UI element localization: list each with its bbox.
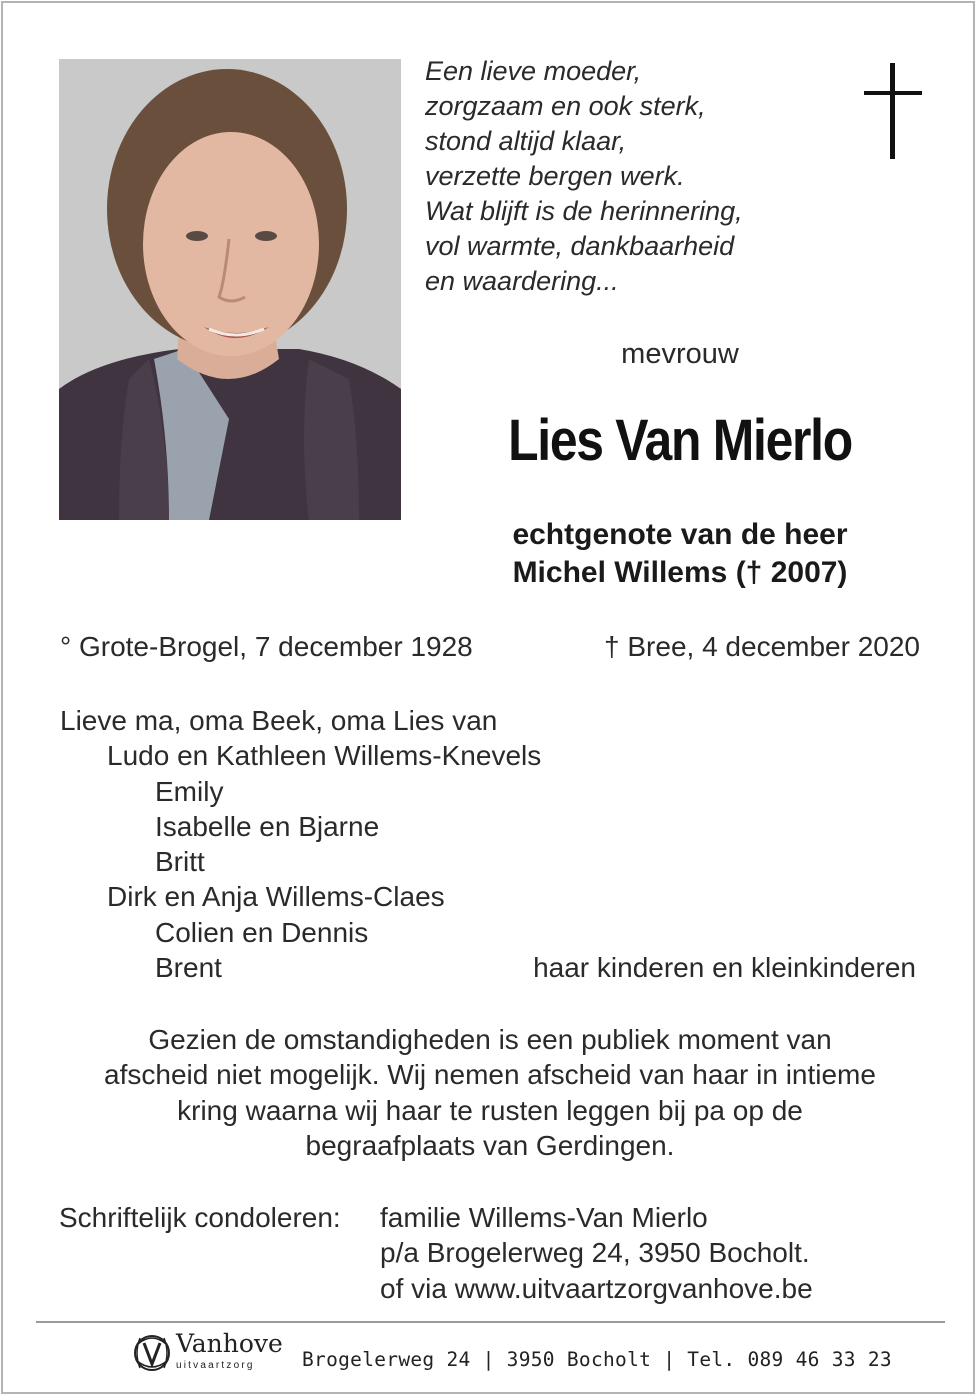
vanhove-logo-icon bbox=[130, 1330, 174, 1376]
poem-line: verzette bergen werk. bbox=[425, 161, 685, 191]
condolences bbox=[59, 1200, 939, 1306]
death-date: † Bree, 4 december 2020 bbox=[604, 631, 920, 662]
notice-line: kring waarna wij haar te rusten leggen bij pa op de bbox=[177, 1094, 803, 1126]
poem-line: vol warmte, dankbaarheid bbox=[425, 231, 735, 261]
brand-name: Vanhove bbox=[176, 1329, 283, 1358]
family-list bbox=[60, 703, 920, 985]
family-child: Ludo en Kathleen Willems-Knevels bbox=[107, 740, 542, 772]
notice-line: afscheid niet mogelijk. Wij nemen afscheid van haar in intieme bbox=[104, 1059, 876, 1091]
family-grandchild: Brent bbox=[155, 952, 222, 984]
deceased-name: Lies Van Mierlo bbox=[508, 408, 852, 473]
poem-line: Een lieve moeder, bbox=[425, 56, 642, 86]
poem-line: zorgzaam en ook sterk, bbox=[425, 91, 706, 121]
notice-line: begraafplaats van Gerdingen. bbox=[305, 1129, 675, 1161]
birth-date: ° Grote-Brogel, 7 december 1928 bbox=[60, 631, 473, 662]
funeral-notice bbox=[40, 1022, 940, 1163]
honorific: mevrouw bbox=[621, 338, 739, 370]
footer-divider bbox=[36, 1321, 945, 1323]
poem-line: en waardering... bbox=[425, 266, 619, 296]
poem bbox=[425, 54, 825, 299]
notice-line: Gezien de omstandigheden is een publiek moment van bbox=[148, 1024, 832, 1055]
portrait-photo bbox=[59, 59, 401, 520]
poem-line: stond altijd klaar, bbox=[425, 126, 627, 156]
family-signature: haar kinderen en kleinkinderen bbox=[533, 952, 916, 984]
family-grandchild: Britt bbox=[155, 846, 205, 878]
poem-line: Wat blijft is de herinnering, bbox=[425, 196, 743, 226]
family-grandchild: Emily bbox=[155, 775, 224, 807]
condolences-label: Schriftelijk condoleren: bbox=[59, 1202, 341, 1233]
condolences-address: p/a Brogelerweg 24, 3950 Bocholt. bbox=[380, 1237, 810, 1269]
condolences-family: familie Willems-Van Mierlo bbox=[380, 1202, 708, 1233]
spouse-line: echtgenote van de heer bbox=[512, 518, 848, 551]
family-intro: Lieve ma, oma Beek, oma Lies van bbox=[60, 705, 498, 736]
cross-icon bbox=[864, 63, 922, 159]
family-grandchild: Colien en Dennis bbox=[155, 916, 369, 948]
footer-address: Brogelerweg 24 | 3950 Bocholt | Tel. 089 46 33 23 bbox=[302, 1348, 892, 1371]
family-grandchild-row bbox=[60, 950, 920, 985]
spouse-info bbox=[430, 516, 930, 592]
condolences-website[interactable]: of via www.uitvaartzorgvanhove.be bbox=[380, 1272, 813, 1304]
family-child: Dirk en Anja Willems-Claes bbox=[107, 881, 445, 913]
family-grandchild: Isabelle en Bjarne bbox=[155, 810, 380, 842]
brand-subtitle: uitvaartzorg bbox=[176, 1360, 255, 1371]
spouse-name: Michel Willems († 2007) bbox=[512, 556, 848, 589]
